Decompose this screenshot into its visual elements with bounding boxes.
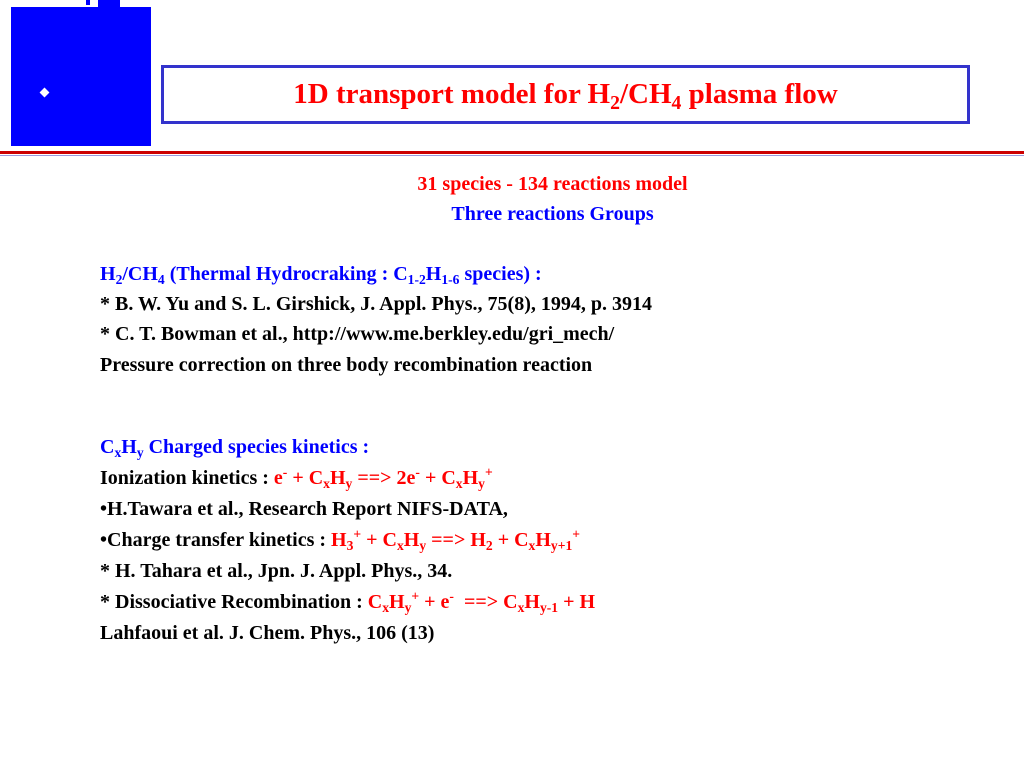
ionization-reaction: $e^- + C_xH_y$ ==> $2e^- + C_xH_y^+$ [273, 464, 493, 492]
reference-tahara: * H. Tahara et al., Jpn. J. Appl. Phys., 34. [100, 560, 453, 582]
slide-title: 1D transport model for $H_2/CH_4$ plasma flow [293, 78, 838, 114]
group1-reference-bowman: * C. T. Bowman et al., http://www.me.berkley.edu/gri_mech/ [100, 323, 615, 345]
dissociative-reaction: $C_xH_y^+ + e^-$ ==> $C_xH_{y-1} + H$ [367, 588, 596, 616]
dissociative-recombination-line: * Dissociative Recombination : $C_xH_y^+ + e^-$ ==> $C_xH_{y-1} + H$ [100, 588, 596, 616]
charge-transfer-reaction: $H_3^+ + C_xH_y$ ==> $H_2 + C_xH_{y+1}^+$ [331, 526, 580, 554]
group1-reference-yu: * B. W. Yu and S. L. Girshick, J. Appl. Phys., 75(8), 1994, p. 3914 [100, 293, 653, 315]
group2-heading: $C_xH_y$ Charged species kinetics : [100, 436, 370, 461]
corner-logo-block [11, 7, 151, 146]
corner-logo-notch [86, 0, 90, 5]
reference-lahfaoui: Lahfaoui et al. J. Chem. Phys., 106 (13) [100, 622, 435, 644]
header-divider-blue [0, 155, 1024, 156]
ionization-kinetics-line: Ionization kinetics : $e^- + C_xH_y$ ==> $2e^- + C_xH_y^+$ [100, 464, 493, 492]
group1-heading: $H_2/CH_4$ (Thermal Hydrocraking : $C_{1-2}H_{1-6}$ species) : [100, 263, 542, 288]
corner-logo-tab [98, 0, 120, 9]
title-box [161, 65, 970, 124]
model-summary: 31 species - 134 reactions model [417, 173, 688, 195]
charge-transfer-line: •Charge transfer kinetics : $H_3^+ + C_xH_y$ ==> $H_2 + C_xH_{y+1}^+$ [100, 526, 580, 554]
group1-note: Pressure correction on three body recombination reaction [100, 354, 593, 376]
groups-heading: Three reactions Groups [451, 203, 654, 225]
header-divider-red [0, 151, 1024, 154]
reference-tawara: •H.Tawara et al., Research Report NIFS-DATA, [100, 498, 508, 520]
